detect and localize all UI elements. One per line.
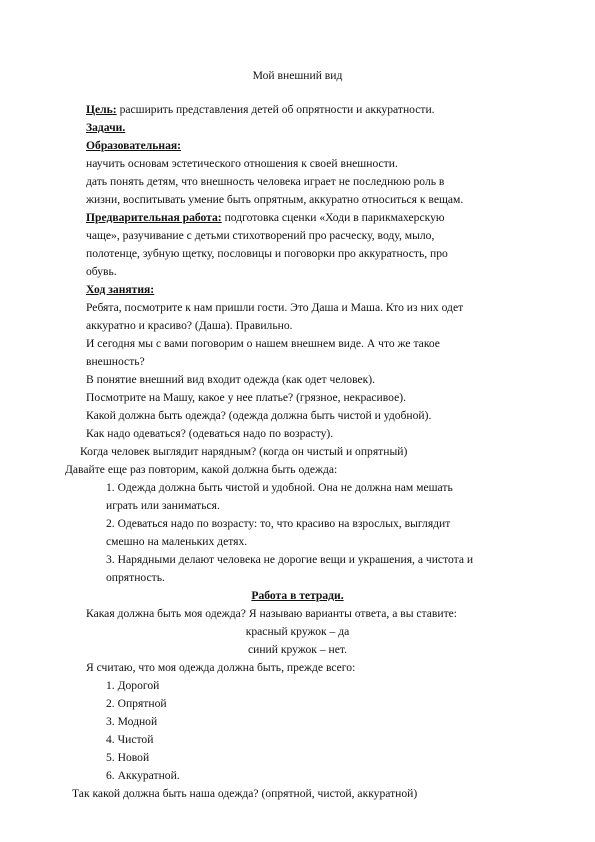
option-item: 6. Аккуратной.	[106, 769, 180, 782]
educational-line: жизни, воспитывать умение быть опрятным, аккуратно относиться к вещам.	[86, 193, 464, 206]
rule-line: 2. Одеваться надо по возрасту: то, что красиво на взрослых, выглядит	[106, 517, 451, 530]
educational-line: дать понять детям, что внешность человека играет не последнюю роль в	[86, 175, 445, 188]
final-question: Так какой должна быть наша одежда? (опрятной, чистой, аккуратной)	[72, 787, 418, 800]
rule-line: 3. Нарядными делают человека не дорогие вещи и украшения, а чистота и	[106, 553, 474, 566]
lesson-line: Давайте еще раз повторим, какой должна быть одежда:	[65, 463, 338, 476]
option-item: 3. Модной	[106, 715, 158, 728]
lesson-line: внешность?	[86, 355, 145, 368]
option-item: 5. Новой	[106, 751, 150, 764]
notebook-intro: Какая должна быть моя одежда? Я называю варианты ответа, а вы ставите:	[86, 607, 458, 620]
goal-label: Цель:	[86, 103, 117, 116]
lesson-line: Ребята, посмотрите к нам пришли гости. Это Даша и Маша. Кто из них одет	[86, 301, 464, 314]
educational-label: Образовательная:	[86, 139, 182, 152]
goal-text: расширить представления детей об опрятности и аккуратности.	[116, 103, 435, 116]
option-item: 2. Опрятной	[106, 697, 167, 710]
option-item: 4. Чистой	[106, 733, 154, 746]
document-title: Мой внешний вид	[252, 69, 343, 82]
notebook-prompt: Я считаю, что моя одежда должна быть, прежде всего:	[86, 661, 356, 674]
lesson-line: Когда человек выглядит нарядным? (когда он чистый и опрятный)	[80, 445, 408, 458]
lesson-label: Ход занятия:	[86, 283, 155, 296]
preliminary-label: Предварительная работа:	[86, 211, 222, 224]
educational-line: научить основам эстетического отношения к своей внешности.	[86, 157, 398, 170]
goal-line	[86, 101, 435, 118]
option-item: 1. Дорогой	[106, 679, 160, 692]
tasks-label: Задачи.	[86, 121, 126, 134]
legend-line: синий кружок – нет.	[248, 643, 347, 656]
lesson-line: И сегодня мы с вами поговорим о нашем внешнем виде. А что же такое	[86, 337, 440, 350]
preliminary-text: подготовка сценки «Ходи в парикмахерскую	[221, 211, 445, 224]
rule-line: опрятность.	[106, 571, 165, 584]
preliminary-line: обувь.	[86, 265, 117, 278]
rule-line: смешно на маленьких детях.	[106, 535, 248, 548]
preliminary-line: чаще», разучивание с детьми стихотворений про расческу, воду, мыло,	[86, 229, 435, 242]
legend-line: красный кружок – да	[245, 625, 350, 638]
lesson-line: Какой должна быть одежда? (одежда должна быть чистой и удобной).	[86, 409, 432, 422]
lesson-line: аккуратно и красиво? (Даша). Правильно.	[86, 319, 293, 332]
lesson-line: Как надо одеваться? (одеваться надо по возрасту).	[86, 427, 334, 440]
preliminary-line: полотенце, зубную щетку, пословицы и поговорки про аккуратность, про	[86, 247, 448, 260]
notebook-heading: Работа в тетради.	[251, 589, 344, 602]
lesson-line: В понятие внешний вид входит одежда (как одет человек).	[86, 373, 376, 386]
rule-line: играть или заниматься.	[106, 499, 220, 512]
preliminary-line	[86, 209, 445, 226]
lesson-line: Посмотрите на Машу, какое у нее платье? (грязное, некрасивое).	[86, 391, 406, 404]
rule-line: 1. Одежда должна быть чистой и удобной. Она не должна нам мешать	[106, 481, 453, 494]
